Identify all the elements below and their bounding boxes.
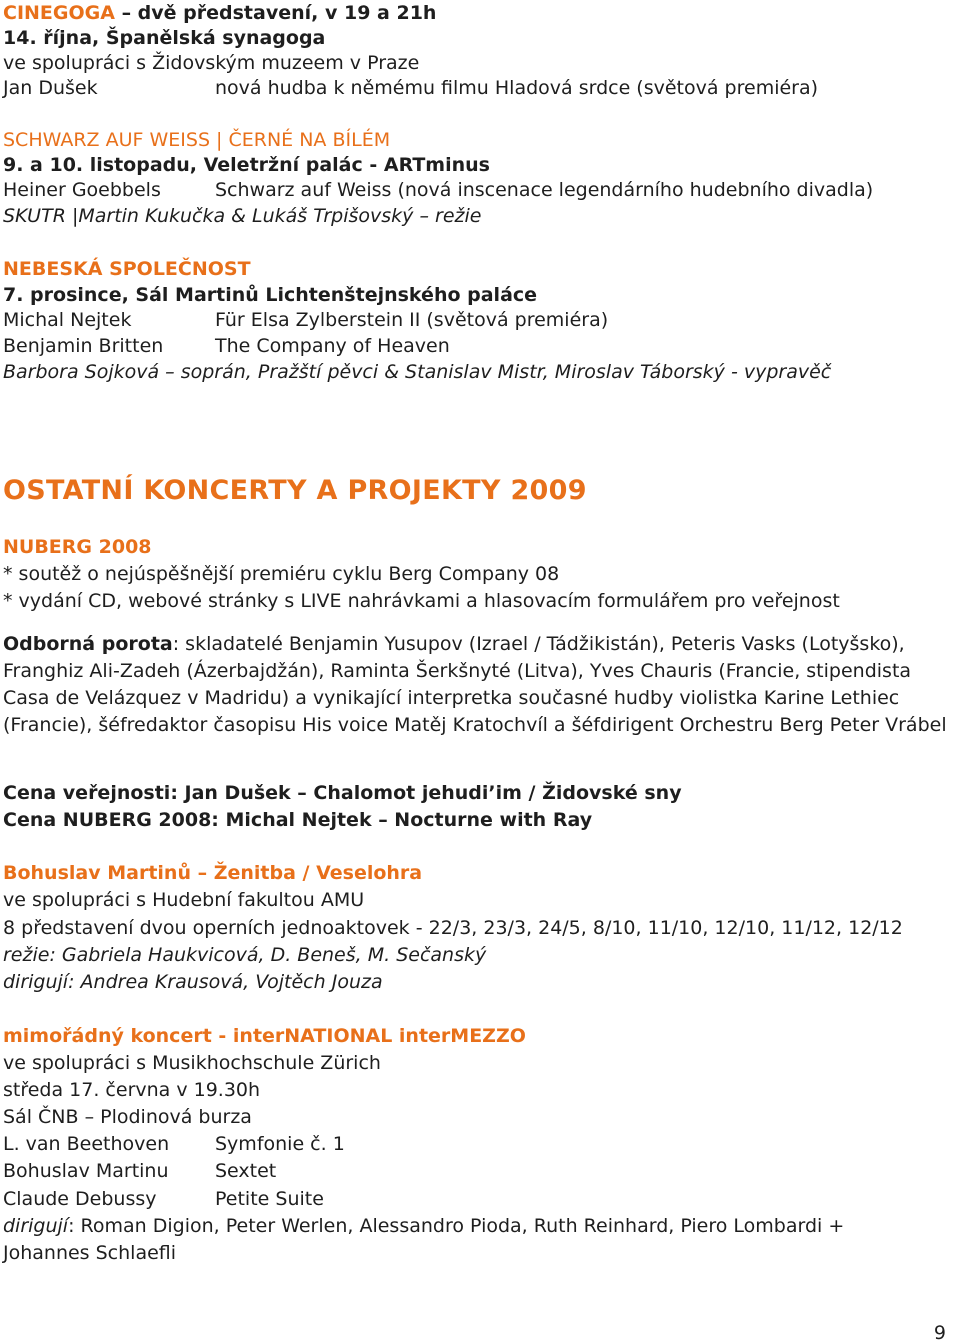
- work-title: nová hudba k němému filmu Hladová srdce (světová premiéra): [215, 77, 819, 99]
- work-title: Sextet: [215, 1160, 277, 1182]
- nebeska-program-row: [3, 334, 450, 359]
- nebeska-heading: NEBESKÁ SPOLEČNOST: [3, 258, 251, 280]
- nebeska-date-place: 7. prosince, Sál Martinů Lichtenštejnského paláce: [3, 284, 538, 306]
- page-number: 9: [933, 1322, 946, 1344]
- cinegoga-heading: [3, 1, 436, 26]
- nebeska-performers: Barbora Sojková – soprán, Pražští pěvci & Stanislav Mistr, Miroslav Táborský - vypravěč: [3, 361, 832, 383]
- intermezzo-heading: mimořádný koncert - interNATIONAL interMEZZO: [3, 1025, 526, 1047]
- composer-name: Bohuslav Martinu: [3, 1160, 169, 1182]
- intermezzo-program-row: [3, 1159, 276, 1184]
- intermezzo-program-row: [3, 1187, 324, 1212]
- schwarz-direction: SKUTR |Martin Kukučka & Lukáš Trpišovský – režie: [3, 205, 482, 227]
- cinegoga-heading-rest: – dvě představení, v 19 a 21h: [114, 2, 437, 24]
- nebeska-program-row: [3, 308, 608, 333]
- schwarz-heading: SCHWARZ AUF WEISS | ČERNÉ NA BÍLÉM: [3, 129, 391, 151]
- composer-name: Benjamin Britten: [3, 335, 164, 357]
- prize-public: Cena veřejnosti: Jan Dušek – Chalomot jehudi’im / Židovské sny: [3, 782, 682, 804]
- work-title: Petite Suite: [215, 1188, 324, 1210]
- intermezzo-date: středa 17. června v 19.30h: [3, 1079, 261, 1101]
- composer-name: Claude Debussy: [3, 1188, 157, 1210]
- intermezzo-cooperation: ve spolupráci s Musikhochschule Zürich: [3, 1052, 381, 1074]
- cinegoga-date-place: 14. října, Španělská synagoga: [3, 27, 326, 49]
- work-title: Symfonie č. 1: [215, 1133, 345, 1155]
- prize-nuberg: Cena NUBERG 2008: Michal Nejtek – Nocturne with Ray: [3, 809, 593, 831]
- composer-name: Heiner Goebbels: [3, 179, 161, 201]
- work-title: The Company of Heaven: [215, 335, 450, 357]
- jury-label: Odborná porota: [3, 633, 173, 655]
- schwarz-program-row: [3, 178, 873, 203]
- work-title: Für Elsa Zylberstein II (světová premiéra): [215, 309, 609, 331]
- intermezzo-venue: Sál ČNB – Plodinová burza: [3, 1106, 252, 1128]
- nuberg-bullet: * soutěž o nejúspěšnější premiéru cyklu Berg Company 08: [3, 563, 560, 585]
- zenitba-conductors: dirigují: Andrea Krausová, Vojtěch Jouza: [3, 971, 383, 993]
- zenitba-heading: Bohuslav Martinů – Ženitba / Veselohra: [3, 862, 423, 884]
- jury-text: : skladatelé Benjamin Yusupov (Izrael / Tádžikistán), Peteris Vasks (Lotyšsko), Franghiz Ali-Zadeh (Ázerbajdžán), Raminta Šerkšnyté (Litva), Yves Chauris (Francie, stipendista Casa de Velázquez v Madridu) a vynikající interpretka současné hudby violistka Karine Lethiec (Francie), šéfredaktor časopisu His voice Matěj Kratochvíl a šéfdirigent Orchestru Berg Peter Vrábel: [3, 633, 947, 736]
- cinegoga-title: CINEGOGA: [3, 2, 115, 24]
- zenitba-cooperation: ve spolupráci s Hudební fakultou AMU: [3, 889, 365, 911]
- zenitba-performances: 8 představení dvou operních jednoaktovek - 22/3, 23/3, 24/5, 8/10, 11/10, 12/10, 11/12, 12/12: [3, 917, 903, 939]
- section-heading-other-concerts: OSTATNÍ KONCERTY A PROJEKTY 2009: [3, 475, 587, 506]
- conductors-text: : Roman Digion, Peter Werlen, Alessandro Pioda, Ruth Reinhard, Piero Lombardi + Johannes Schlaefli: [3, 1215, 845, 1264]
- conductors-label: dirigují: [3, 1215, 69, 1237]
- nuberg-heading: NUBERG 2008: [3, 536, 152, 558]
- composer-name: L. van Beethoven: [3, 1133, 170, 1155]
- intermezzo-conductors: [3, 1213, 903, 1267]
- composer-name: Michal Nejtek: [3, 309, 132, 331]
- zenitba-direction: režie: Gabriela Haukvicová, D. Beneš, M. Sečanský: [3, 944, 487, 966]
- cinegoga-program-row: [3, 76, 818, 101]
- schwarz-date-place: 9. a 10. listopadu, Veletržní palác - ARTminus: [3, 154, 490, 176]
- composer-name: Jan Dušek: [3, 77, 98, 99]
- work-title: Schwarz auf Weiss (nová inscenace legendárního hudebního divadla): [215, 179, 874, 201]
- cinegoga-cooperation: ve spolupráci s Židovským muzeem v Praze: [3, 52, 420, 74]
- intermezzo-program-row: [3, 1132, 345, 1157]
- nuberg-jury-paragraph: [3, 631, 948, 739]
- nuberg-bullet: * vydání CD, webové stránky s LIVE nahrávkami a hlasovacím formulářem pro veřejnost: [3, 590, 840, 612]
